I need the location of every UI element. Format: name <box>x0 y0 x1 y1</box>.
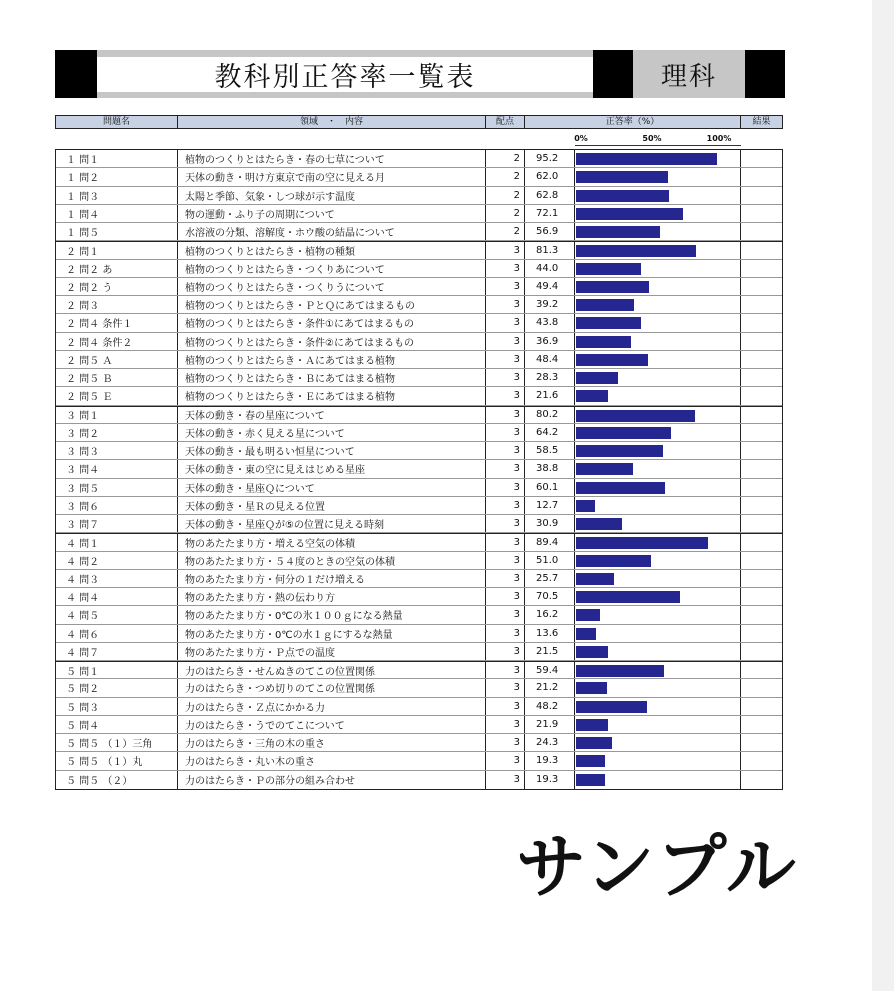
sample-watermark: サンプル <box>516 826 798 908</box>
rate-bar <box>576 774 605 786</box>
header-name: 問題名 <box>55 115 178 129</box>
rate-bar <box>576 190 669 202</box>
table-row <box>56 387 782 405</box>
result-cell <box>741 515 782 532</box>
rate-bar-cell <box>575 752 741 769</box>
table-row <box>56 643 782 661</box>
question-name: ５ 問４ <box>56 716 178 733</box>
question-points: 3 <box>486 588 525 605</box>
result-cell <box>741 662 782 678</box>
question-points: 2 <box>486 205 525 222</box>
rate-bar <box>576 482 665 494</box>
table-row <box>56 424 782 442</box>
rate-bar-cell <box>575 497 741 514</box>
question-content: 天体の動き・春の星座について <box>178 407 486 423</box>
question-content: 植物のつくりとはたらき・つくりうについて <box>178 278 486 295</box>
rate-bar <box>576 573 614 585</box>
result-cell <box>741 407 782 423</box>
rate-bar <box>576 628 596 640</box>
rate-bar-cell <box>575 570 741 587</box>
table-row <box>56 533 782 551</box>
table-row <box>56 351 782 369</box>
question-points: 3 <box>486 771 525 789</box>
result-cell <box>741 314 782 331</box>
rate-bar <box>576 665 664 677</box>
question-name: ４ 問４ <box>56 588 178 605</box>
table-row <box>56 241 782 259</box>
question-name: ４ 問６ <box>56 625 178 642</box>
correct-rate: 48.2 <box>525 698 575 715</box>
result-cell <box>741 716 782 733</box>
question-name: ２ 問４ 条件２ <box>56 333 178 350</box>
table-row <box>56 205 782 223</box>
table-row <box>56 168 782 186</box>
result-cell <box>741 497 782 514</box>
table-row <box>56 570 782 588</box>
scale-label-50: 50% <box>642 134 662 143</box>
result-cell <box>741 734 782 751</box>
correct-rate: 21.6 <box>525 387 575 404</box>
rate-bar-cell <box>575 242 741 258</box>
question-points: 2 <box>486 150 525 167</box>
result-cell <box>741 260 782 277</box>
rate-bar <box>576 299 634 311</box>
rate-bar-cell <box>575 734 741 751</box>
rate-bar <box>576 609 600 621</box>
rate-bar-cell <box>575 314 741 331</box>
question-content: 植物のつくりとはたらき・条件①にあてはまるもの <box>178 314 486 331</box>
correct-rate: 62.0 <box>525 168 575 185</box>
scale-axis-line <box>575 145 741 146</box>
question-name: ２ 問５ Ｂ <box>56 369 178 386</box>
question-name: ４ 問１ <box>56 534 178 550</box>
table-row <box>56 625 782 643</box>
question-points: 3 <box>486 662 525 678</box>
question-content: 物のあたたまり方・増える空気の体積 <box>178 534 486 550</box>
table-row <box>56 679 782 697</box>
rate-bar-cell <box>575 150 741 167</box>
question-name: ２ 問３ <box>56 296 178 313</box>
question-content: 力のはたらき・つめ切りのてこの位置関係 <box>178 679 486 696</box>
result-cell <box>741 242 782 258</box>
question-name: ３ 問６ <box>56 497 178 514</box>
question-name: ５ 問５ （１）三角 <box>56 734 178 751</box>
question-name: ５ 問３ <box>56 698 178 715</box>
correct-rate: 70.5 <box>525 588 575 605</box>
header-points: 配点 <box>485 115 525 129</box>
table-row <box>56 734 782 752</box>
question-name: ３ 問４ <box>56 460 178 477</box>
page-title: 教科別正答率一覧表 <box>97 50 593 98</box>
rate-bar-cell <box>575 407 741 423</box>
rate-bar <box>576 336 631 348</box>
rate-bar-cell <box>575 424 741 441</box>
table-row <box>56 296 782 314</box>
question-content: 力のはたらき・丸い木の重さ <box>178 752 486 769</box>
question-name: ２ 問２ う <box>56 278 178 295</box>
correct-rate: 64.2 <box>525 424 575 441</box>
rate-bar-cell <box>575 260 741 277</box>
question-points: 2 <box>486 168 525 185</box>
scale-label-100: 100% <box>706 134 732 143</box>
rate-bar <box>576 153 717 165</box>
question-name: ３ 問３ <box>56 442 178 459</box>
question-points: 3 <box>486 369 525 386</box>
question-content: 物のあたたまり方・0℃の水１ｇにするな熱量 <box>178 625 486 642</box>
question-content: 植物のつくりとはたらき・ＰとＱにあてはまるもの <box>178 296 486 313</box>
question-points: 3 <box>486 497 525 514</box>
rate-bar-cell <box>575 588 741 605</box>
table-row <box>56 260 782 278</box>
correct-rate: 51.0 <box>525 552 575 569</box>
rate-bar <box>576 281 649 293</box>
table-header <box>55 115 783 129</box>
correct-rate: 44.0 <box>525 260 575 277</box>
rate-bar <box>576 171 668 183</box>
question-name: ２ 問４ 条件１ <box>56 314 178 331</box>
rate-bar-cell <box>575 369 741 386</box>
table-row <box>56 479 782 497</box>
question-name: ２ 問１ <box>56 242 178 258</box>
question-points: 2 <box>486 187 525 204</box>
question-points: 3 <box>486 351 525 368</box>
rate-bar-cell <box>575 716 741 733</box>
table-row <box>56 552 782 570</box>
rate-bar-cell <box>575 552 741 569</box>
rate-bar <box>576 226 660 238</box>
rate-bar <box>576 208 683 220</box>
question-points: 3 <box>486 333 525 350</box>
correct-rate: 19.3 <box>525 752 575 769</box>
rate-bar-cell <box>575 333 741 350</box>
question-name: １ 問３ <box>56 187 178 204</box>
question-name: １ 問４ <box>56 205 178 222</box>
correct-rate: 24.3 <box>525 734 575 751</box>
result-cell <box>741 369 782 386</box>
rate-bar <box>576 317 641 329</box>
rate-bar-cell <box>575 643 741 660</box>
question-name: ３ 問２ <box>56 424 178 441</box>
correct-rate: 30.9 <box>525 515 575 532</box>
question-content: 物のあたたまり方・0℃の氷１００ｇになる熱量 <box>178 606 486 623</box>
rate-bar <box>576 410 695 422</box>
result-cell <box>741 205 782 222</box>
rate-bar-cell <box>575 187 741 204</box>
rate-bar <box>576 372 618 384</box>
result-cell <box>741 424 782 441</box>
question-points: 3 <box>486 424 525 441</box>
question-content: 植物のつくりとはたらき・春の七草について <box>178 150 486 167</box>
rate-bar-cell <box>575 205 741 222</box>
question-content: 力のはたらき・せんぬきのてこの位置関係 <box>178 662 486 678</box>
question-content: 力のはたらき・うでのてこについて <box>178 716 486 733</box>
correct-rate: 39.2 <box>525 296 575 313</box>
table-row <box>56 588 782 606</box>
result-cell <box>741 534 782 550</box>
correct-rate: 21.2 <box>525 679 575 696</box>
rate-bar-cell <box>575 698 741 715</box>
title-bar-black-block <box>745 50 785 98</box>
question-points: 3 <box>486 515 525 532</box>
question-points: 3 <box>486 242 525 258</box>
correct-rate: 13.6 <box>525 625 575 642</box>
rate-bar <box>576 682 607 694</box>
table-row <box>56 716 782 734</box>
question-content: 物の運動・ふり子の周期について <box>178 205 486 222</box>
question-content: 植物のつくりとはたらき・つくりあについて <box>178 260 486 277</box>
question-content: 物のあたたまり方・５４度のときの空気の体積 <box>178 552 486 569</box>
correct-rate: 58.5 <box>525 442 575 459</box>
title-bar-black-block <box>593 50 633 98</box>
correct-rate: 28.3 <box>525 369 575 386</box>
correct-rate: 36.9 <box>525 333 575 350</box>
result-cell <box>741 460 782 477</box>
question-name: ４ 問２ <box>56 552 178 569</box>
question-content: 天体の動き・赤く見える星について <box>178 424 486 441</box>
question-content: 物のあたたまり方・熱の伝わり方 <box>178 588 486 605</box>
result-cell <box>741 150 782 167</box>
question-name: ３ 問７ <box>56 515 178 532</box>
question-points: 3 <box>486 625 525 642</box>
rate-bar <box>576 500 595 512</box>
rate-bar-cell <box>575 296 741 313</box>
question-name: ２ 問２ あ <box>56 260 178 277</box>
table-row <box>56 698 782 716</box>
question-content: 力のはたらき・三角の木の重さ <box>178 734 486 751</box>
question-points: 3 <box>486 643 525 660</box>
question-content: 力のはたらき・Ｚ点にかかる力 <box>178 698 486 715</box>
result-cell <box>741 771 782 789</box>
rate-bar <box>576 390 608 402</box>
table-row <box>56 333 782 351</box>
question-content: 植物のつくりとはたらき・条件②にあてはまるもの <box>178 333 486 350</box>
rate-bar <box>576 591 680 603</box>
table-row <box>56 187 782 205</box>
rate-bar <box>576 701 647 713</box>
question-points: 3 <box>486 479 525 496</box>
title-bar <box>55 50 785 98</box>
result-cell <box>741 625 782 642</box>
result-cell <box>741 606 782 623</box>
question-content: 物のあたたまり方・Ｐ点での温度 <box>178 643 486 660</box>
question-points: 3 <box>486 606 525 623</box>
question-name: １ 問２ <box>56 168 178 185</box>
question-name: ４ 問５ <box>56 606 178 623</box>
question-name: ３ 問５ <box>56 479 178 496</box>
result-cell <box>741 698 782 715</box>
subject-label: 理科 <box>633 50 745 98</box>
rate-bar-cell <box>575 278 741 295</box>
question-content: 物のあたたまり方・何分の１だけ増える <box>178 570 486 587</box>
rate-bar-cell <box>575 515 741 532</box>
rate-bar-cell <box>575 168 741 185</box>
page-edge <box>872 0 894 991</box>
question-content: 天体の動き・最も明るい恒星について <box>178 442 486 459</box>
question-points: 3 <box>486 296 525 313</box>
result-cell <box>741 679 782 696</box>
question-points: 3 <box>486 460 525 477</box>
question-points: 3 <box>486 552 525 569</box>
question-name: ５ 問１ <box>56 662 178 678</box>
question-points: 3 <box>486 734 525 751</box>
score-table <box>55 149 783 790</box>
correct-rate: 81.3 <box>525 242 575 258</box>
rate-bar <box>576 245 696 257</box>
question-name: １ 問１ <box>56 150 178 167</box>
question-name: ４ 問７ <box>56 643 178 660</box>
result-cell <box>741 442 782 459</box>
rate-bar <box>576 537 708 549</box>
result-cell <box>741 187 782 204</box>
table-row <box>56 369 782 387</box>
correct-rate: 80.2 <box>525 407 575 423</box>
question-content: 天体の動き・東の空に見えはじめる星座 <box>178 460 486 477</box>
header-content: 領域 ・ 内容 <box>177 115 486 129</box>
correct-rate: 21.9 <box>525 716 575 733</box>
rate-bar <box>576 263 641 275</box>
table-row <box>56 278 782 296</box>
question-points: 3 <box>486 716 525 733</box>
rate-bar-cell <box>575 534 741 550</box>
question-content: 植物のつくりとはたらき・Ｅにあてはまる植物 <box>178 387 486 404</box>
correct-rate: 59.4 <box>525 662 575 678</box>
question-content: 天体の動き・星座Ｑについて <box>178 479 486 496</box>
question-content: 天体の動き・明け方東京で南の空に見える月 <box>178 168 486 185</box>
table-row <box>56 606 782 624</box>
result-cell <box>741 643 782 660</box>
question-content: 水溶液の分類、溶解度・ホウ酸の結晶について <box>178 223 486 240</box>
table-row <box>56 223 782 241</box>
correct-rate: 43.8 <box>525 314 575 331</box>
rate-bar-cell <box>575 351 741 368</box>
table-row <box>56 771 782 789</box>
rate-bar <box>576 427 671 439</box>
question-name: ５ 問５ （２） <box>56 771 178 789</box>
result-cell <box>741 387 782 404</box>
rate-bar <box>576 755 605 767</box>
question-name: ４ 問３ <box>56 570 178 587</box>
header-rate: 正答率（%） <box>524 115 741 129</box>
question-content: 植物のつくりとはたらき・Ｂにあてはまる植物 <box>178 369 486 386</box>
question-name: ５ 問５ （１）丸 <box>56 752 178 769</box>
question-points: 3 <box>486 679 525 696</box>
question-name: ２ 問５ Ｅ <box>56 387 178 404</box>
correct-rate: 62.8 <box>525 187 575 204</box>
correct-rate: 25.7 <box>525 570 575 587</box>
result-cell <box>741 588 782 605</box>
correct-rate: 95.2 <box>525 150 575 167</box>
result-cell <box>741 168 782 185</box>
rate-bar <box>576 719 608 731</box>
table-row <box>56 406 782 424</box>
result-cell <box>741 351 782 368</box>
correct-rate: 49.4 <box>525 278 575 295</box>
correct-rate: 21.5 <box>525 643 575 660</box>
table-row <box>56 661 782 679</box>
result-cell <box>741 333 782 350</box>
rate-bar-cell <box>575 387 741 404</box>
table-row <box>56 752 782 770</box>
question-points: 3 <box>486 442 525 459</box>
question-content: 天体の動き・星座Ｑが⑤の位置に見える時刻 <box>178 515 486 532</box>
question-name: １ 問５ <box>56 223 178 240</box>
question-points: 3 <box>486 260 525 277</box>
result-cell <box>741 479 782 496</box>
table-row <box>56 150 782 168</box>
question-points: 3 <box>486 278 525 295</box>
rate-bar-cell <box>575 771 741 789</box>
rate-bar-cell <box>575 479 741 496</box>
question-points: 3 <box>486 387 525 404</box>
question-points: 3 <box>486 314 525 331</box>
question-points: 3 <box>486 698 525 715</box>
table-row <box>56 497 782 515</box>
correct-rate: 38.8 <box>525 460 575 477</box>
rate-bar-cell <box>575 662 741 678</box>
rate-bar-cell <box>575 223 741 240</box>
correct-rate: 89.4 <box>525 534 575 550</box>
correct-rate: 60.1 <box>525 479 575 496</box>
rate-bar <box>576 518 622 530</box>
table-row <box>56 515 782 533</box>
question-name: ３ 問１ <box>56 407 178 423</box>
question-content: 天体の動き・星Ｒの見える位置 <box>178 497 486 514</box>
rate-bar-cell <box>575 460 741 477</box>
correct-rate: 56.9 <box>525 223 575 240</box>
question-points: 2 <box>486 223 525 240</box>
question-content: 植物のつくりとはたらき・Ａにあてはまる植物 <box>178 351 486 368</box>
rate-bar <box>576 646 608 658</box>
result-cell <box>741 552 782 569</box>
result-cell <box>741 223 782 240</box>
question-name: ２ 問５ Ａ <box>56 351 178 368</box>
correct-rate: 72.1 <box>525 205 575 222</box>
rate-bar <box>576 555 651 567</box>
question-points: 3 <box>486 534 525 550</box>
rate-bar-cell <box>575 679 741 696</box>
rate-bar-cell <box>575 606 741 623</box>
rate-bar <box>576 354 648 366</box>
result-cell <box>741 296 782 313</box>
rate-bar-cell <box>575 442 741 459</box>
result-cell <box>741 570 782 587</box>
table-row <box>56 314 782 332</box>
correct-rate: 16.2 <box>525 606 575 623</box>
question-content: 太陽と季節、気象・しつ球が示す温度 <box>178 187 486 204</box>
result-cell <box>741 278 782 295</box>
table-row <box>56 460 782 478</box>
rate-bar <box>576 463 633 475</box>
rate-bar <box>576 737 612 749</box>
question-content: 植物のつくりとはたらき・植物の種類 <box>178 242 486 258</box>
result-cell <box>741 752 782 769</box>
question-points: 3 <box>486 752 525 769</box>
scale-label-0: 0% <box>574 134 588 143</box>
correct-rate: 19.3 <box>525 771 575 789</box>
question-name: ５ 問２ <box>56 679 178 696</box>
rate-bar-cell <box>575 625 741 642</box>
question-points: 3 <box>486 570 525 587</box>
table-row <box>56 442 782 460</box>
title-bar-black-block <box>55 50 97 98</box>
question-points: 3 <box>486 407 525 423</box>
rate-bar <box>576 445 663 457</box>
question-content: 力のはたらき・Ｐの部分の組み合わせ <box>178 771 486 789</box>
header-result: 結果 <box>740 115 783 129</box>
correct-rate: 48.4 <box>525 351 575 368</box>
correct-rate: 12.7 <box>525 497 575 514</box>
